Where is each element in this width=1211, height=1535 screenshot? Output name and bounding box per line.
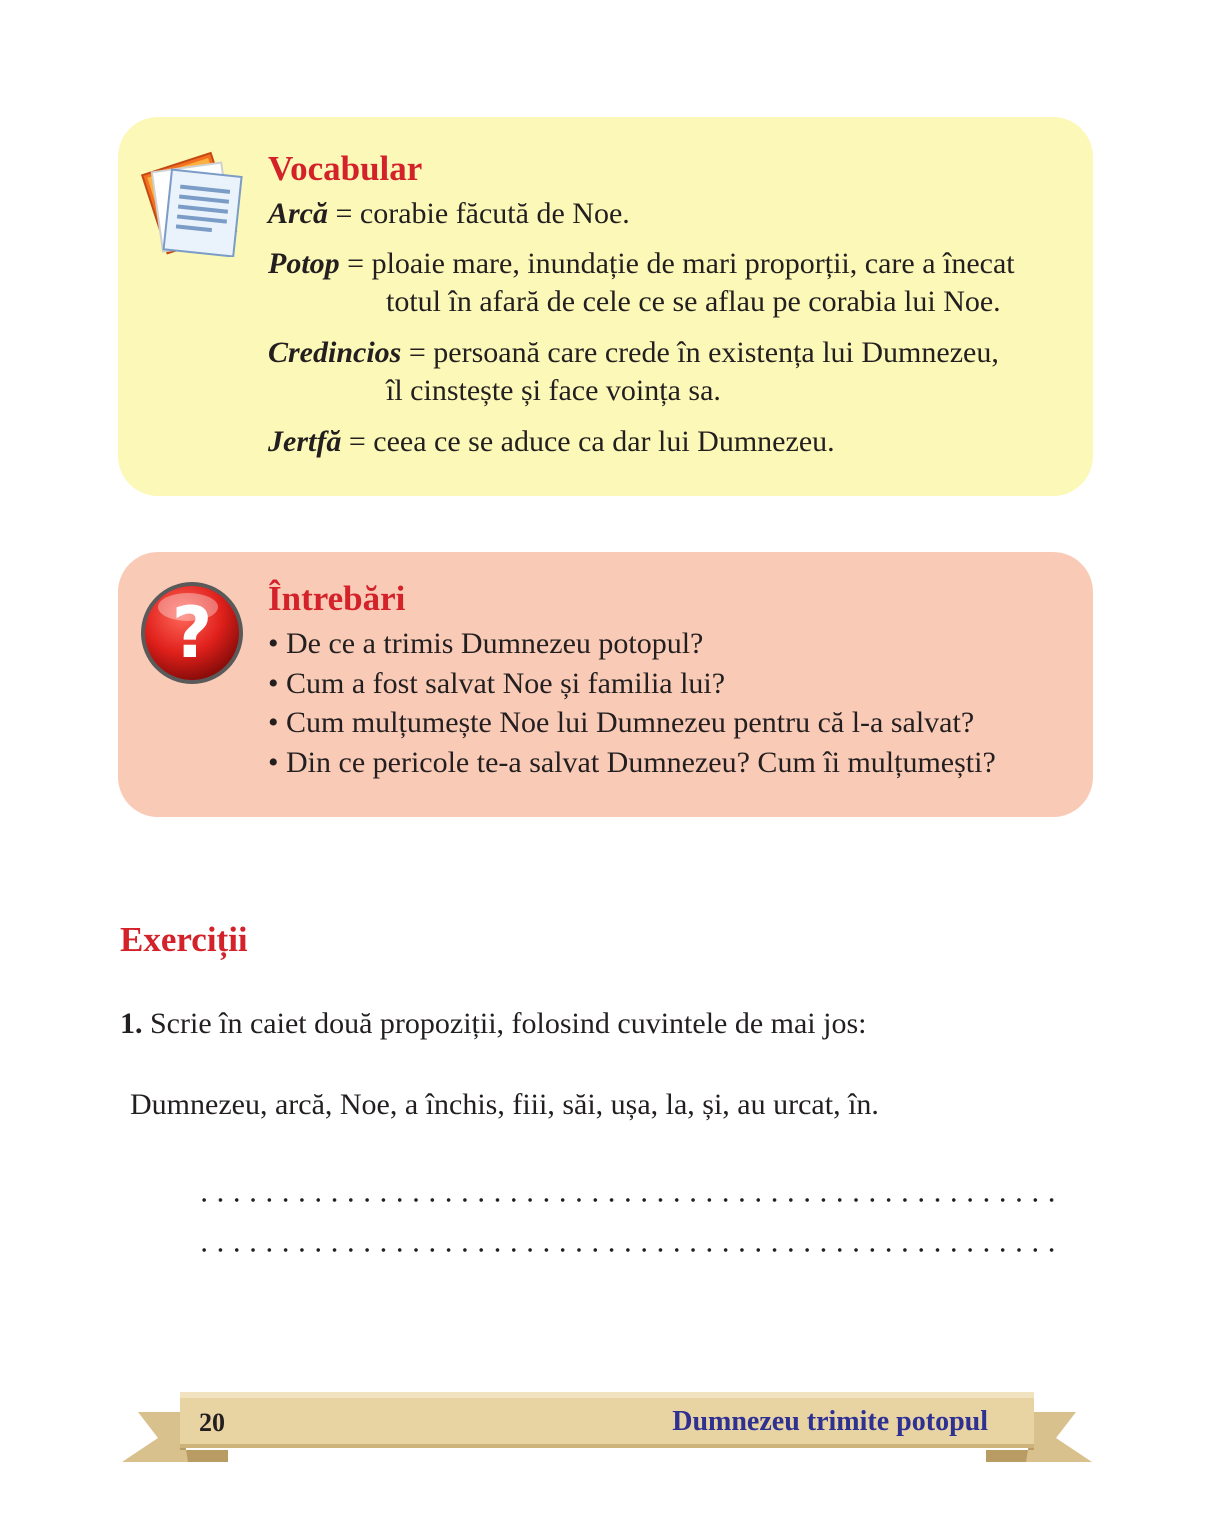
vocabulary-definition: = persoană care crede în existența lui Dumnezeu, xyxy=(401,336,999,369)
exercises-title: Exerciții xyxy=(120,920,248,959)
vocabulary-definition-continuation: totul în afară de cele ce se aflau pe corabia lui Noe. xyxy=(386,285,1001,318)
answer-dotted-line xyxy=(196,1248,1062,1252)
vocabulary-term: Arcă xyxy=(268,197,328,230)
vocabulary-term: Credincios xyxy=(268,336,402,369)
vocabulary-entry xyxy=(268,195,630,233)
question-mark-icon xyxy=(138,579,246,687)
documents-icon xyxy=(132,139,252,257)
vocabulary-definition: = ceea ce se aduce ca dar lui Dumnezeu. xyxy=(341,425,835,458)
questions-list xyxy=(268,624,996,782)
chapter-title: Dumnezeu trimite potopul xyxy=(672,1406,988,1437)
vocabulary-box xyxy=(118,117,1093,496)
vocabulary-entry xyxy=(268,245,1015,321)
question-item: • Din ce pericole te-a salvat Dumnezeu? Cum îi mulțumești? xyxy=(268,745,996,779)
question-item: • Cum a fost salvat Noe și familia lui? xyxy=(268,666,726,700)
vocabulary-definition-continuation: îl cinstește și face voința sa. xyxy=(386,374,721,407)
exercise-number: 1. xyxy=(120,1007,143,1040)
vocabulary-term: Potop xyxy=(268,247,340,280)
vocabulary-term: Jertfă xyxy=(268,425,342,458)
vocabulary-entry xyxy=(268,423,835,461)
vocabulary-entry xyxy=(268,334,999,410)
svg-text:?: ? xyxy=(171,592,213,674)
vocabulary-definition: = ploaie mare, inundație de mari proporții, care a înecat xyxy=(339,247,1015,280)
exercise-instruction xyxy=(120,1009,866,1039)
exercise-word-list: Dumnezeu, arcă, Noe, a închis, fiii, săi, ușa, la, și, au urcat, în. xyxy=(130,1088,879,1121)
footer-ribbon-banner xyxy=(118,1390,1096,1485)
questions-box xyxy=(118,552,1093,817)
vocabulary-definition: = corabie făcută de Noe. xyxy=(328,197,630,230)
question-item: • De ce a trimis Dumnezeu potopul? xyxy=(268,627,704,660)
questions-title: Întrebări xyxy=(268,579,406,618)
exercise-text: Scrie în caiet două propoziții, folosind cuvintele de mai jos: xyxy=(142,1007,867,1040)
vocabulary-title: Vocabular xyxy=(268,149,423,188)
page-number: 20 xyxy=(199,1408,225,1437)
question-item: • Cum mulțumește Noe lui Dumnezeu pentru că l-a salvat? xyxy=(268,706,975,739)
answer-dotted-line xyxy=(196,1198,1062,1202)
